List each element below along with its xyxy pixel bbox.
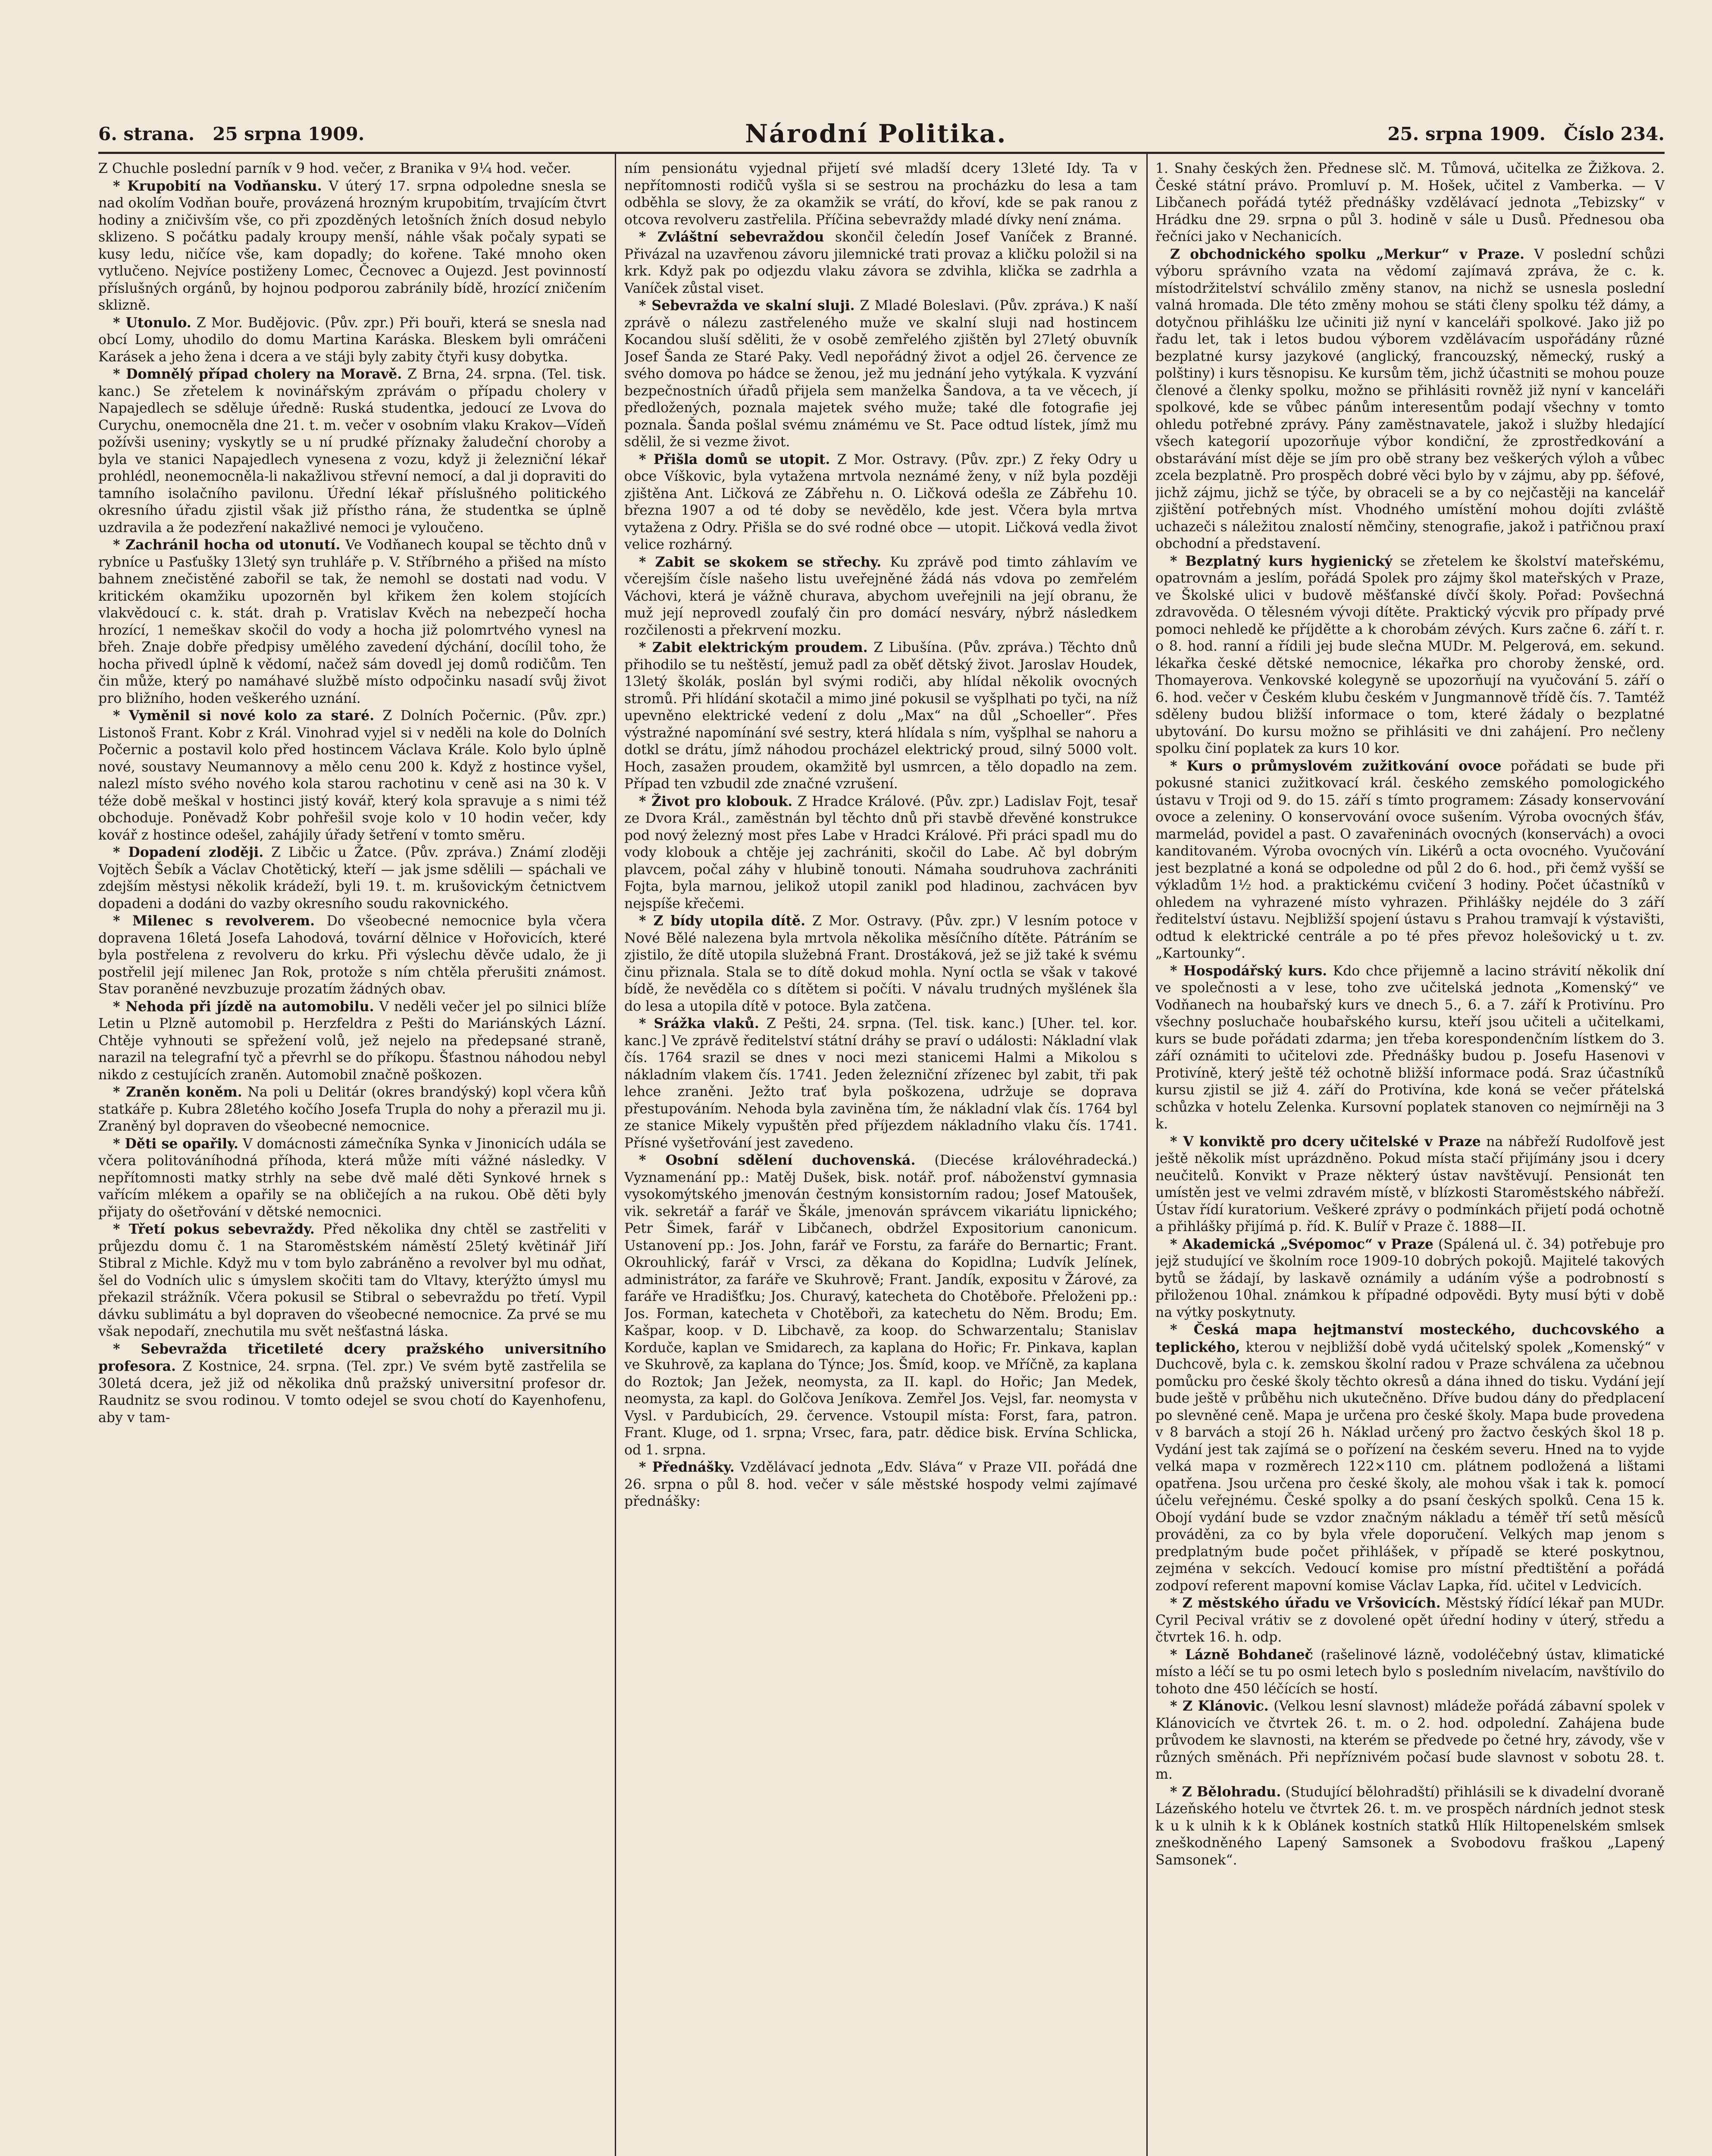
article-text: Z Dolních Počernic. (Pův. zpr.) Listonoš Frant. Kobr z Král. Vinohrad vyjel si v neděli na kole do Dolních Počernic a postavil kolo před hostincem Václava Krále. Kolo bylo úplně nové, soustavy Neumannovy a mělo cenu 200 k. Když z hostince vyšel, nalezl místo svého nového kola starou rachotinu v ceně asi na 30 k. V téže době meškal v hostinci jistý kovář, který kola spravuje a s nimi též obchoduje. Poněvadž Kobr pohřešil svoje kolo v 10 hodin večer, kdy kovář z hostince odešel, zahájily úřady šetření v tomto směru. <box>98 708 606 843</box>
article-paragraph <box>1155 1133 1665 1236</box>
article-text: V domácnosti zámečníka Synka v Jinonicích udála se včera politováníhodná příhoda, která může míti vážné následky. V nepřítomnosti matky strhly na sebe dvě malé děti Synkové hrnek s vařícím mlékem a opařily se na obličejích a na rukou. Obě děti byly přijaty do ošetřování v dětské nemocnici. <box>98 1136 606 1220</box>
article-heading: * Zabit elektrickým proudem. <box>639 639 868 655</box>
article-paragraph <box>98 160 606 178</box>
article-text: Z Mor. Ostravy. (Pův. zpr.) V lesním potoce v Nové Bělé nalezena byla mrtvola několika měsíčního dítěte. Pátráním se zjistilo, že dítě utopila služebná Frant. Drostáková, jež se již také k svému činu přiznala. Stala se to dítě dokud mohla. Nyní octla se však v takové bídě, že nevěděla co s dítětem si počíti. V návalu trudných myšlének šla do lesa a utopila dítě v potoce. Byla zatčena. <box>624 913 1137 1014</box>
article-paragraph <box>98 536 606 707</box>
header-rule <box>98 152 1665 154</box>
article-heading: * Kurs o průmyslovém zužitkování ovoce <box>1170 758 1502 774</box>
article-paragraph <box>98 707 606 844</box>
article-heading: * Život pro klobouk. <box>639 793 793 809</box>
article-text: Městský řídící lékař pan MUDr. Cyril Pecival vrátiv se z dovolené opět úřední hodiny v úterý, středu a čtvrtek 16. h. odp. <box>1155 1595 1665 1645</box>
article-text: V poslední schůzi výboru správního vzata na vědomí zajímavá zpráva, že c. k. místodržitelství schválilo změny stanov, na nichž se usnesla poslední valná hromada. Dle této změny mohou se státi členy spolku též dámy, a dotyčnou přihlášku lze učiniti již nyní v kanceláři spolkové. Jako již po řadu let, tak i letos budou výborem vzdělávacím uspořádány různé bezplatné kursy jazykové (anglický, francouzský, německý, ruský a polštiny) i kurs těsnopisu. Ke kursům těm, jichž účastniti se mohou pouze členové a členky spolku, možno se přihlásiti rovněž již nyní v kanceláři spolkové, kde se vůbec pánům interesentům podají všechny v tomto ohledu potřebné zprávy. Pány zaměstnavatele, jakož i služby hledající všech kategorií upozorňuje výbor kondiční, že zprostředkování a obstarávání míst děje se jím pro obě strany bez veškerých výloh a vůbec zcela bezplatně. Pro prospěch dobré věci bylo by v zájmu, aby pp. šéfové, jichž zájmu, jichž se týče, by obraceli se a by co nejčastěji na kancelář zjištění potřebných míst. Vhodného umístění mohou dojíti zvláště uchazeči s náležitou znalostí němčiny, stenografie, jakož i patřičnou praxí obchodní a představení. <box>1155 246 1665 552</box>
article-paragraph <box>98 366 606 536</box>
article-heading: * Domnělý případ cholery na Moravě. <box>113 366 402 382</box>
page-header <box>98 116 1665 151</box>
article-text: kterou v nejbližší době vydá učitelský spolek „Komenský“ v Duchcově, byla c. k. zemskou školní radou v Praze schválena za učebnou pomůcku pro české školy těchto okresů a dána ihned do tisku. Vydání její bude ještě v průběhu nich ukutečněno. Dříve budou dány do předplacení po slevněné ceně. Mapa je určena pro české školy. Mapa bude provedena v 8 barvách a stojí 26 h. Náklad určený pro žactvo českých škol 18 p. Vydání jest tak zajímá se o pořízení na českém severu. Hned na to vyjde velká mapa v rozměrech 122×110 cm. plátnem podložená a lištami opatřena. Jsou určena pro české školy, ale mohou však i tak k. pomocí účelu veřejnému. České spolky a do psaní českých spolků. Cena 15 k. Obojí vydání bude se vzdor značným nákladu a téměř tří setů měsíců prováděni, za co by byla vřele doporučení. Velkých map jenom s predplatným bude počet přihlášek, v případě se které poskytnou, zejména v sekcích. Vedoucí komise pro místní předtištění a pořádá zodpoví referent mapovní komise Václav Lapka, říd. učitel v Ledvicích. <box>1155 1339 1665 1594</box>
article-paragraph <box>1155 1783 1665 1869</box>
article-heading: * Utonulo. <box>113 314 191 331</box>
article-text: 1. Snahy českých žen. Přednese slč. M. Tůmová, učitelka ze Žižkova. 2. České státní právo. Promluví p. M. Hošek, učitel z Vamberka. — V Libčanech pořádá tytéž přednášky vzdělávací jednota „Tebizsky“ v Hrádku dne 29. srpna o půl 3. hodině v sále u Dusů. Přednesou oba řečníci jako v Nechanicích. <box>1155 161 1665 244</box>
article-text: Z Libčic u Žatce. (Pův. zpráva.) Známí zloději Vojtěch Šebík a Václav Chotětický, kteří — jak jsme sdělili — spáchali ve zdejším městysi několik krádeží, byli 19. t. m. krušovickým četnictvem dopadeni a dodáni do vazby okresního soudu rakovnického. <box>98 845 606 912</box>
column-separator <box>1146 152 1148 2156</box>
article-text: Z Brna, 24. srpna. (Tel. tisk. kanc.) Se zřetelem k novinářským zprávám o případu cholery v Napajedlech se sděluje úředně: Ruská studentka, jedoucí ze Lvova do Curychu, onemocněla dne 21. t. m. večer v osobním vlaku Krakov—Vídeň požívši useniny; vyskytly se u ní prudké příznaky žaludeční choroby a byla ve stanici Napajedlech vynesena z vozu, když ji železniční lékař prohlédl, neonemocněla-li nakažlivou střevní nemocí, a dal ji dopraviti do tamního isolačního pavilonu. Úřední lékař příslušného politického okresního úřadu zjistil však již přístho rána, že studentka se úplně uzdravila a že podezření nakažlivé nemoci je vyloučeno. <box>98 367 606 536</box>
article-heading: * Zachránil hocha od utonutí. <box>113 537 341 553</box>
column-3 <box>1155 160 1665 2156</box>
article-heading: * Vyměnil si nové kolo za staré. <box>113 708 375 724</box>
article-paragraph <box>98 1135 606 1221</box>
article-text: (Diecése královéhradecká.) Vyznamenání pp.: Matěj Dušek, bisk. notář. prof. náboženství gymnasia vysokomýtského jmenován čestným konsistorním radou; Josef Matoušek, vik. sekretář a farář ve Škále, jmenován správcem vikariátu lipnického; Petr Šimek, farář v Libčanech, obdržel Expositorium canonicum. Ustanovení pp.: Jos. John, farář ve Forstu, za faráře do Bernartic; Frant. Okrouhlický, farář v Vrsci, za děkana do Kopidlna; Ludvík Jelínek, administrátor, za faráře ve Skuhrově; Frant. Jandík, expositu v Žárové, za faráře ve Hradišťku; Jos. Churavý, katecheta do Chotěboře. Přeloženi pp.: Jos. Forman, katecheta v Chotěboři, za katechetu do Něm. Brodu; Em. Kašpar, koop. v D. Libchavě, za koop. do Schwarzentalu; Stanislav Korduče, kaplan ve Smidarech, za kaplana do Hořic; Fr. Pinkava, kaplan ve Skuhrově, za kaplana do Týnce; Jos. Šmíd, koop. ve Mříčně, za kaplana do Roztok; Jan Ježek, neomysta, za II. kapl. do Hořic; Jan Medek, neomysta, za kapl. do Golčova Jeníkova. Zemřel Jos. Vejsl, far. neomysta v Vysl. v Pardubicích, 29. července. Vstoupil místa: Forst, fara, patron. Frant. Kluge, od 1. srpna; Vrsec, fara, patr. dědice bisk. Ervína Schlicka, od 1. srpna. <box>624 1153 1137 1458</box>
article-text: Z Mladé Boleslavi. (Pův. zpráva.) K naší zprávě o nálezu zastřeleného muže ve skalní sluji nad hostincem Kocandou sluší sděliti, že v osobě zemřelého zjištěn byl 27letý obuvník Josef Šanda ze Staré Paky. Vedl nepořádný život a odjel 26. července ze svého domova po hádce se ženou, jež mu jednání jeho vytýkala. K vyzvání bezpečnostních úřadů přijela sem manželka Šandova, a ta ve věcech, jí předložených, poznala majetek svého muže; také dle fotografie jej poznala. Šanda pošlal svému známému ve St. Pace odtud lístek, jímž mu sdělil, že si vezme život. <box>624 298 1137 450</box>
column-1 <box>98 160 606 2156</box>
article-heading: * Bezplatný kurs hygienický <box>1170 553 1393 569</box>
article-paragraph <box>98 844 606 912</box>
article-paragraph <box>624 1152 1137 1459</box>
column-separator <box>615 152 616 2156</box>
article-paragraph <box>98 912 606 998</box>
article-text: Z Mor. Ostravy. (Pův. zpr.) Z řeky Odry u obce Víškovic, byla vytažena mrtvola neznámé ženy, v níž byla později zjištěna Ant. Ličková ze Zábřehu n. O. Ličková odešla ze Zábřehu 10. března 1907 a od té doby se nevědělo, kde jest. Včera byla mrtva vytažena z Odry. Přišla se do své rodné obce — utopit. Ličková vedla život velice rozhárný. <box>624 451 1137 552</box>
article-text: Do všeobecné nemocnice byla včera dopravena 16letá Josefa Lahodová, tovární dělnice v Hořovicích, které byla postřelena z revolveru do krku. Při výslechu děvče udalo, že ji postřelil její milenec Jan Rok, protože s ním chtěla přerušiti známost. Stav poraněné nevzbuzuje prozatím žádných obav. <box>98 913 606 997</box>
article-text: (Spálená ul. č. 34) potřebuje pro jejž studující ve školním roce 1909-10 dobrých pokojů. Majitelé takových bytů se žádají, by laskavě oznámily a udáním výše a podrobností s přiloženou 10hal. známkou k případné odpovědi. Byty musí býti v době na výtky poskytnuty. <box>1155 1236 1665 1320</box>
article-heading: * Srážka vlaků. <box>639 1015 759 1031</box>
article-paragraph <box>624 297 1137 451</box>
article-paragraph <box>98 1221 606 1341</box>
article-text: (Velkou lesní slavnost) mládeže pořádá zábavní spolek v Klánovicích ve čtvrtek 26. t. m. o 2. hod. odpolední. Zahájena bude průvodem ke slavnosti, na kterém se předvede po četné hry, závody, vše v různých směnách. Při nepříznivém počasí bude slavnost v sobotu 28. t. m. <box>1155 1698 1665 1782</box>
article-paragraph <box>98 1084 606 1135</box>
article-paragraph <box>624 912 1137 1015</box>
column-2 <box>624 160 1137 2156</box>
article-heading: * Nehoda při jízdě na automobilu. <box>113 998 374 1015</box>
article-heading: * Česká mapa hejtmanství mosteckého, duchcovského a teplického, <box>1155 1322 1665 1355</box>
article-paragraph <box>98 178 606 314</box>
article-heading: * Z městského úřadu ve Vršovicích. <box>1170 1595 1441 1611</box>
article-paragraph <box>1155 1236 1665 1322</box>
article-heading: * Hospodářský kurs. <box>1170 962 1327 979</box>
article-paragraph <box>624 1015 1137 1152</box>
article-text: ním pensionátu vyjednal přijetí své mladší dcery 13leté Idy. Ta v nepřítomnosti rodičů vyšla si se sestrou na procházku do lesa a tam odběhla se slovy, že za okamžik se vrátí, do křoví, kde se pak ranou z otcova revolveru zastřelila. Příčina sebevraždy mladé dívky není známa. <box>624 161 1137 228</box>
newspaper-title: Národní Politika. <box>745 119 1007 148</box>
article-heading: * Přišla domů se utopit. <box>639 451 830 467</box>
article-paragraph <box>624 229 1137 297</box>
article-heading: * V konviktě pro dcery učitelské v Praze <box>1170 1133 1481 1150</box>
header-date-left: 25 srpna 1909. <box>213 123 365 144</box>
article-paragraph <box>624 639 1137 793</box>
article-paragraph <box>624 160 1137 229</box>
article-paragraph <box>98 314 606 366</box>
article-paragraph <box>1155 962 1665 1133</box>
article-text: Ve Vodňanech koupal se těchto dnů v rybníce u Pasťušky 13letý syn truhláře p. V. Stříbrného a přišed na místo bahnem znečistěné zabořil se tak, že nemohl se dostati nad vodu. V kritickém okamžiku upozorněn byl křikem žen kolem stojících vlakvědoucí c. k. stát. drah p. Vratislav Kvěch na nebezpečí hocha hrozící, 1 nemeškav skočil do vody a hocha již polomrtvého vynesl na břeh. Znaje dobře předpisy umělého zavedení dýchání, docílil toho, že hocha přivedl úplně k vědomí, načež sám dovedl jej domů rodičům. Ten čin může, který po namáhavé službě místo odpočinku nasadí svůj život pro bližního, hoden veškerého uznání. <box>98 537 606 706</box>
article-text: (Studující bělohradští) přihlásili se k divadelní dvoraně Lázeňského hotelu ve čtvrtek 26. t. m. ve prospěch nárdních jednot stesk k u k ulnih k k k Oblánek kostních statků Hlík Hiltopenelském smlsek zneškodněného Lapený Samsonek a Svobodovu fraškou „Lapený Samsonek“. <box>1155 1784 1665 1868</box>
article-heading: * Milenec s revolverem. <box>113 913 315 929</box>
article-heading: * Sebevražda třicetileté dcery pražského universitního profesora. <box>98 1341 606 1374</box>
article-text: (rašelinové lázně, vodoléčebný ústav, klimatické místo a léčí se tu po osmi letech bylo s posledním nivelacím, navštívilo do tohoto dne 450 léčících se hostí. <box>1155 1647 1665 1697</box>
article-text: Před několika dny chtěl se zastřeliti v průjezdu domu č. 1 na Staroměstském náměstí 25letý květinář Jiří Stibral z Michle. Když mu v tom bylo zabráněno a revolver byl mu odňat, šel do Vodních ulic s úmyslem skočiti tam do Vltavy, kterýžto úmysl mu překazil strážník. Včera pokusil se Stibral o sebevraždu po třetí. Vypil dávku sublimátu a byl dopraven do všeobecné nemocnice. Za prvé se mu však nepodaří, znechutila mu svět nešťastná láska. <box>98 1222 606 1339</box>
header-left <box>98 123 364 144</box>
article-text: skončil čeledín Josef Vaníček z Branné. Přivázal na uzavřenou závoru jilemnické trati provaz a kličku položil si na krk. Když pak po odjezdu vlaku závora se zdvihla, klička se zadrhla a Vaníček zůstal viset. <box>624 229 1137 296</box>
header-date-right: 25. srpna 1909. <box>1387 123 1546 144</box>
article-text: Kdo chce přijemně a lacino strávití několik dní ve společnosti a v lese, toho zve učitelská jednota „Komenský“ ve Vodňanech na houbařský kurs ve dnech 5., 6. a 7. září k Protivínu. Pro všechny posluchače houbařského kursu, kteří jsou učiteli a učitelkami, kurs se bude pořádati zdarma; jen třeba korespondenčním lístkem do 3. září oznámiti to učitelovi zde. Přednášky budou p. Josefu Hasenovi v Protivíně, který ještě též ochotně bližší informace podá. Sraz účastníků kursu zjistil se již 4. září do Protivína, kde koná se večer přátelská schůzka v hotelu Zelenka. Kursovní poplatek stanoven co nejmírněji na 3 k. <box>1155 963 1665 1132</box>
article-paragraph <box>1155 758 1665 962</box>
article-heading: Z obchodnického spolku „Merkur“ v Praze. <box>1170 246 1525 262</box>
article-text: Ku zprávě pod timto záhlavím ve včerejším čísle našeho listu uveřejněné žádá nás vdova po zemřelém Váchovi, která je vážně churava, abychom uveřejnili na její obranu, že muž její neprovedl zoufalý čin pro domácí nesváry, nýbrž následkem rozčilenosti a překrvení mozku. <box>624 554 1137 638</box>
page-number: 6. strana. <box>98 123 195 144</box>
article-text: Z Mor. Budějovic. (Pův. zpr.) Při bouři, která se snesla nad obcí Lomy, uhodilo do domu Martina Karáska. Bleskem byli omráčeni Karásek a jeho žena i dcera a ve stáji byly zabity čtyři kusy dobytka. <box>98 315 606 365</box>
article-paragraph <box>624 554 1137 639</box>
article-text: Na poli u Delitár (okres brandýský) kopl včera kůň statkáře p. Kubra 28letého kočího Josefa Trupla do nohy a přerazil mu ji. Zraněný byl dopraven do všeobecné nemocnice. <box>98 1084 606 1134</box>
article-text: V neděli večer jel po silnici blíže Letin u Plzně automobil p. Herzfeldra z Pešti do Mariánských Lázní. Chtěje vyhnouti se spřežení volů, jež nejelo na předepsané straně, narazil na telegrafní tyč a převrhl se do příkopu. Šťastnou náhodou nebyl nikdo z cestujících zraněn. Automobil značně poškozen. <box>98 999 606 1083</box>
article-text: Z Chuchle poslední parník v 9 hod. večer, z Branika v 9¼ hod. večer. <box>98 161 571 176</box>
article-heading: * Z Klánovic. <box>1170 1698 1269 1714</box>
article-heading: * Krupobití na Vodňansku. <box>113 178 322 194</box>
article-heading: * Akademická „Svépomoc“ v Praze <box>1170 1236 1433 1252</box>
article-heading: * Z Bělohradu. <box>1170 1783 1281 1800</box>
article-heading: * Z bídy utopila dítě. <box>639 913 806 929</box>
article-paragraph <box>1155 160 1665 246</box>
article-heading: * Osobní sdělení duchovenská. <box>639 1152 916 1168</box>
article-text: V úterý 17. srpna odpoledne snesla se nad okolím Vodňan bouře, provázená hrozným krupobitím, trvajícím čtvrt hodiny a zničivším vše, co při zpozděných letošních žních dosud nebylo sklizeno. S počátku padaly kroupy menší, náhle však počaly sypati se kusy ledu, ničíce vše, kam dopadly; do kořene. Také mnoho oken vytlučeno. Nejvíce postiženy Lomec, Čecnovec a Oujezd. Jest povinností příslušných orgánů, by hojnou podporou zabránily bídě, hrozící zničením sklizně. <box>98 178 606 313</box>
article-paragraph <box>624 793 1137 913</box>
article-text: Z Libušína. (Pův. zpráva.) Těchto dnů přihodilo se tu neštěstí, jemuž padl za oběť dětský život. Jaroslav Houdek, 13letý školák, poslán byl svými rodiči, aby hlídal několik ovocných stromů. Při hlídání skotačil a mimo jiné pokusil se vyšplhati po tyči, na níž upevněno elektrické vedení z dolu „Max“ na důl „Schoeller“. Přes výstražné napomínání své sestry, která hlídala s ním, vyšplhal se nahoru a dotkl se drátu, jímž náhodou procházel elektrický proud, silný 5000 volt. Hoch, zasažen proudem, okamžitě byl usmrcen, a tělo dopadlo na zem. Případ ten vzbudil zde značné vzrušení. <box>624 640 1137 792</box>
article-heading: * Zabit se skokem se střechy. <box>639 554 882 570</box>
article-paragraph <box>624 451 1137 554</box>
article-paragraph <box>1155 246 1665 553</box>
article-heading: * Lázně Bohdaneč <box>1170 1646 1313 1663</box>
article-heading: * Třetí pokus sebevraždy. <box>113 1221 315 1237</box>
article-heading: * Přednášky. <box>639 1459 735 1475</box>
article-text: se zřetelem ke školství mateřskému, opatrovnám a jeslím, pořádá Spolek pro zájmy škol mateřských v Praze, ve Školské ulici v budově měšťanské dívčí školy. Pořad: Povšechná zdravověda. O tělesném vývoji dítěte. Praktický výcvik pro případy prvé pomoci nehledě ke příjdětte a k chorobám zévých. Kurs začne 6. září t. r. o 8. hod. ranní a řídili jej bude slečna MUDr. M. Pelgerová, em. sekund. lékařka české dětské nemocnice, lékařka pro choroby ženské, ord. Thomayerova. Venkovské kolegyně se upozorňují na vyučování 5. září o 6. hod. večer v Českém klubu českém v Jungmannově třídě čís. 7. Tamtéž sděleny budou bližší informace o tom, které žádaly o bezplatné ubytování. Do kursu možno se přihlásiti ve dni zahájení. Pro nečleny spolku činí poplatek za kurs 10 kor. <box>1155 553 1665 756</box>
article-text: pořádati se bude při pokusné stanici zužitkovací král. českého zemského pomologického ústavu v Troji od 9. do 15. září s tímto programem: Zásady konservování ovoce a zeleniny. O konservování ovoce sušením. Výroba ovocných šťáv, marmelád, povidel a past. O zavařeninách ovocných (konservách) a ovoci kanditovaném. Výroba ovocných vín. Likérů a octa ovocného. Vyučování jest bezplatné a koná se odpoledne od půl 2 do 6. hod., při čemž vyšší se výkladům 1½ hod. a praktickému cvičení 3 hodiny. Počet účastníků v ohledem na vyhrazené místo vyhrazen. Přihlášky nejdéle do 3 září ředitelství ústavu. Nejbližší spojení ústavu s Prahou tramvají k výstavišti, odtud k elektrické centrále a po té přes převoz holešovický u t. zv. „Kartounky“. <box>1155 758 1665 961</box>
article-text: Z Hradce Králové. (Pův. zpr.) Ladislav Fojt, tesař ze Dvora Král., zaměstnán byl těchto dnů při stavbě dřevěné konstrukce pod nový železný most přes Labe v Hradci Králové. Při práci spadl mu do vody klobouk a chtěje jej zachrániti, skočil do Labe. Ač byl dobrým plavcem, počal záhy v hlubině tonouti. Námaha soudruhova zachrániti Fojta, byla marnou, jelikož utopil zanikl pod hladinou, zachvácen byv nejspíše křečemi. <box>624 793 1137 912</box>
article-paragraph <box>624 1459 1137 1510</box>
article-paragraph <box>1155 1595 1665 1646</box>
article-text: Z Pešti, 24. srpna. (Tel. tisk. kanc.) [Uher. tel. kor. kanc.] Ve zprávě ředitelství státní dráhy se praví o události: Nákladní vlak čís. 1764 srazil se dnes v noci mezi stanicemi Halmi a Mikolou s nákladním vlakem čís. 1741. Jeden železniční zřízenec byl zabit, tři pak lehce zraněni. Ježto trať byla poškozena, udržuje se doprava přestupováním. Nehoda byla zaviněna tím, že nákladní vlak čís. 1764 byl ze stanice Mikely vypuštěn před příjezdem nákladního vlaku čís. 1741. Přísné vyšetřování jest zavedeno. <box>624 1016 1137 1151</box>
header-right <box>1387 123 1665 144</box>
article-text: na nábřeží Rudolfově jest ještě několik míst uprázdněno. Pokud místa stačí přijímány jsou i dcery neučitelů. Konvikt v Praze některý ústav navštěvují. Pensionát ten umístěn jest ve velmi zdravém místě, v blízkosti Staroměstského nábřeží. Ústav řídí kuratorium. Veškeré zprávy o podmínkách přijetí podá ochotně a přihlášky přijímá p. říd. K. Bulíř v Praze č. 1888—II. <box>1155 1134 1665 1235</box>
article-text: Z Kostnice, 24. srpna. (Tel. zpr.) Ve svém bytě zastřelila se 30letá dcera, jež již od několika dnů pražský universitní profesor dr. Raudnitz se svou rodinou. V tomto odejel se svou chotí do Kayenhofenu, aby v tam- <box>98 1359 606 1426</box>
article-heading: * Zvláštní sebevraždou <box>639 229 824 245</box>
article-heading: * Dopadení zloději. <box>113 844 264 860</box>
article-paragraph <box>98 1341 606 1427</box>
article-heading: * Zraněn koněm. <box>113 1084 242 1100</box>
article-paragraph <box>98 998 606 1084</box>
article-paragraph <box>1155 1698 1665 1783</box>
article-paragraph <box>1155 553 1665 758</box>
issue-number: Číslo 234. <box>1564 123 1665 144</box>
article-paragraph <box>1155 1321 1665 1595</box>
article-heading: * Děti se opařily. <box>113 1135 238 1152</box>
article-paragraph <box>1155 1646 1665 1698</box>
article-heading: * Sebevražda ve skalní sluji. <box>639 298 855 313</box>
article-text: Vzdělávací jednota „Edv. Sláva“ v Praze VII. pořádá dne 26. srpna o půl 8. hod. večer v sále městské hospody velmi zajímavé přednášky: <box>624 1460 1137 1509</box>
